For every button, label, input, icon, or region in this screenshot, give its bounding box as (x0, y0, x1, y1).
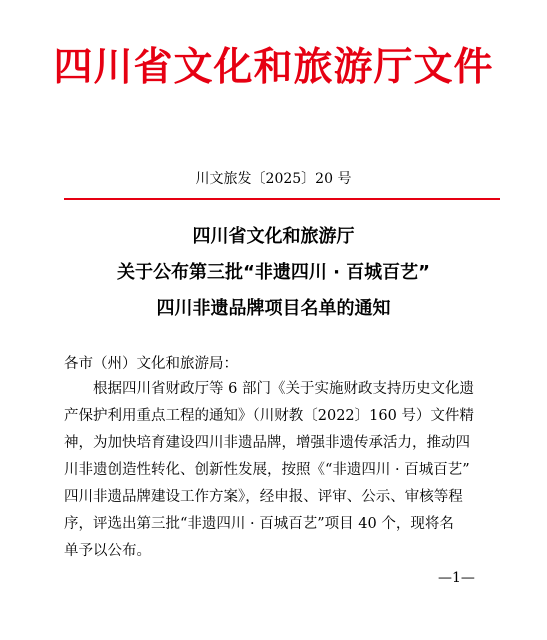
notice-title-line-1: 四川省文化和旅游厅 (192, 226, 355, 247)
body-text-line: 四川非遗品牌建设工作方案》，经申报、评审、公示、审核等程 (64, 489, 463, 505)
red-divider-line (64, 198, 500, 200)
notice-title-line-2: 关于公布第三批“非遗四川 · 百城百艺” (116, 262, 431, 283)
body-text-line: 川非遗创造性转化、创新性发展，按照《“非遗四川 · 百城百艺” (64, 462, 470, 478)
body-text-line: 序，评选出第三批“非遗四川 · 百城百艺”项目 40 个，现将名 (64, 516, 454, 532)
body-text-line: 神，为加快培育建设四川非遗品牌，增强非遗传承活力，推动四 (64, 435, 470, 451)
salutation: 各市（州）文化和旅游局： (64, 356, 238, 372)
notice-title-line-3: 四川非遗品牌项目名单的通知 (156, 298, 391, 319)
page-number: —1— (438, 570, 475, 586)
document-number: 川文旅发〔2025〕20 号 (195, 171, 352, 187)
body-text-line: 产保护利用重点工程的通知》（川财教〔2022〕160 号）文件精 (64, 408, 474, 424)
body-text-line: 单予以公布。 (64, 543, 151, 559)
body-text-line: 根据四川省财政厅等 6 部门《关于实施财政支持历史文化遗 (93, 381, 474, 397)
document-header-title: 四川省文化和旅游厅文件 (53, 45, 494, 90)
